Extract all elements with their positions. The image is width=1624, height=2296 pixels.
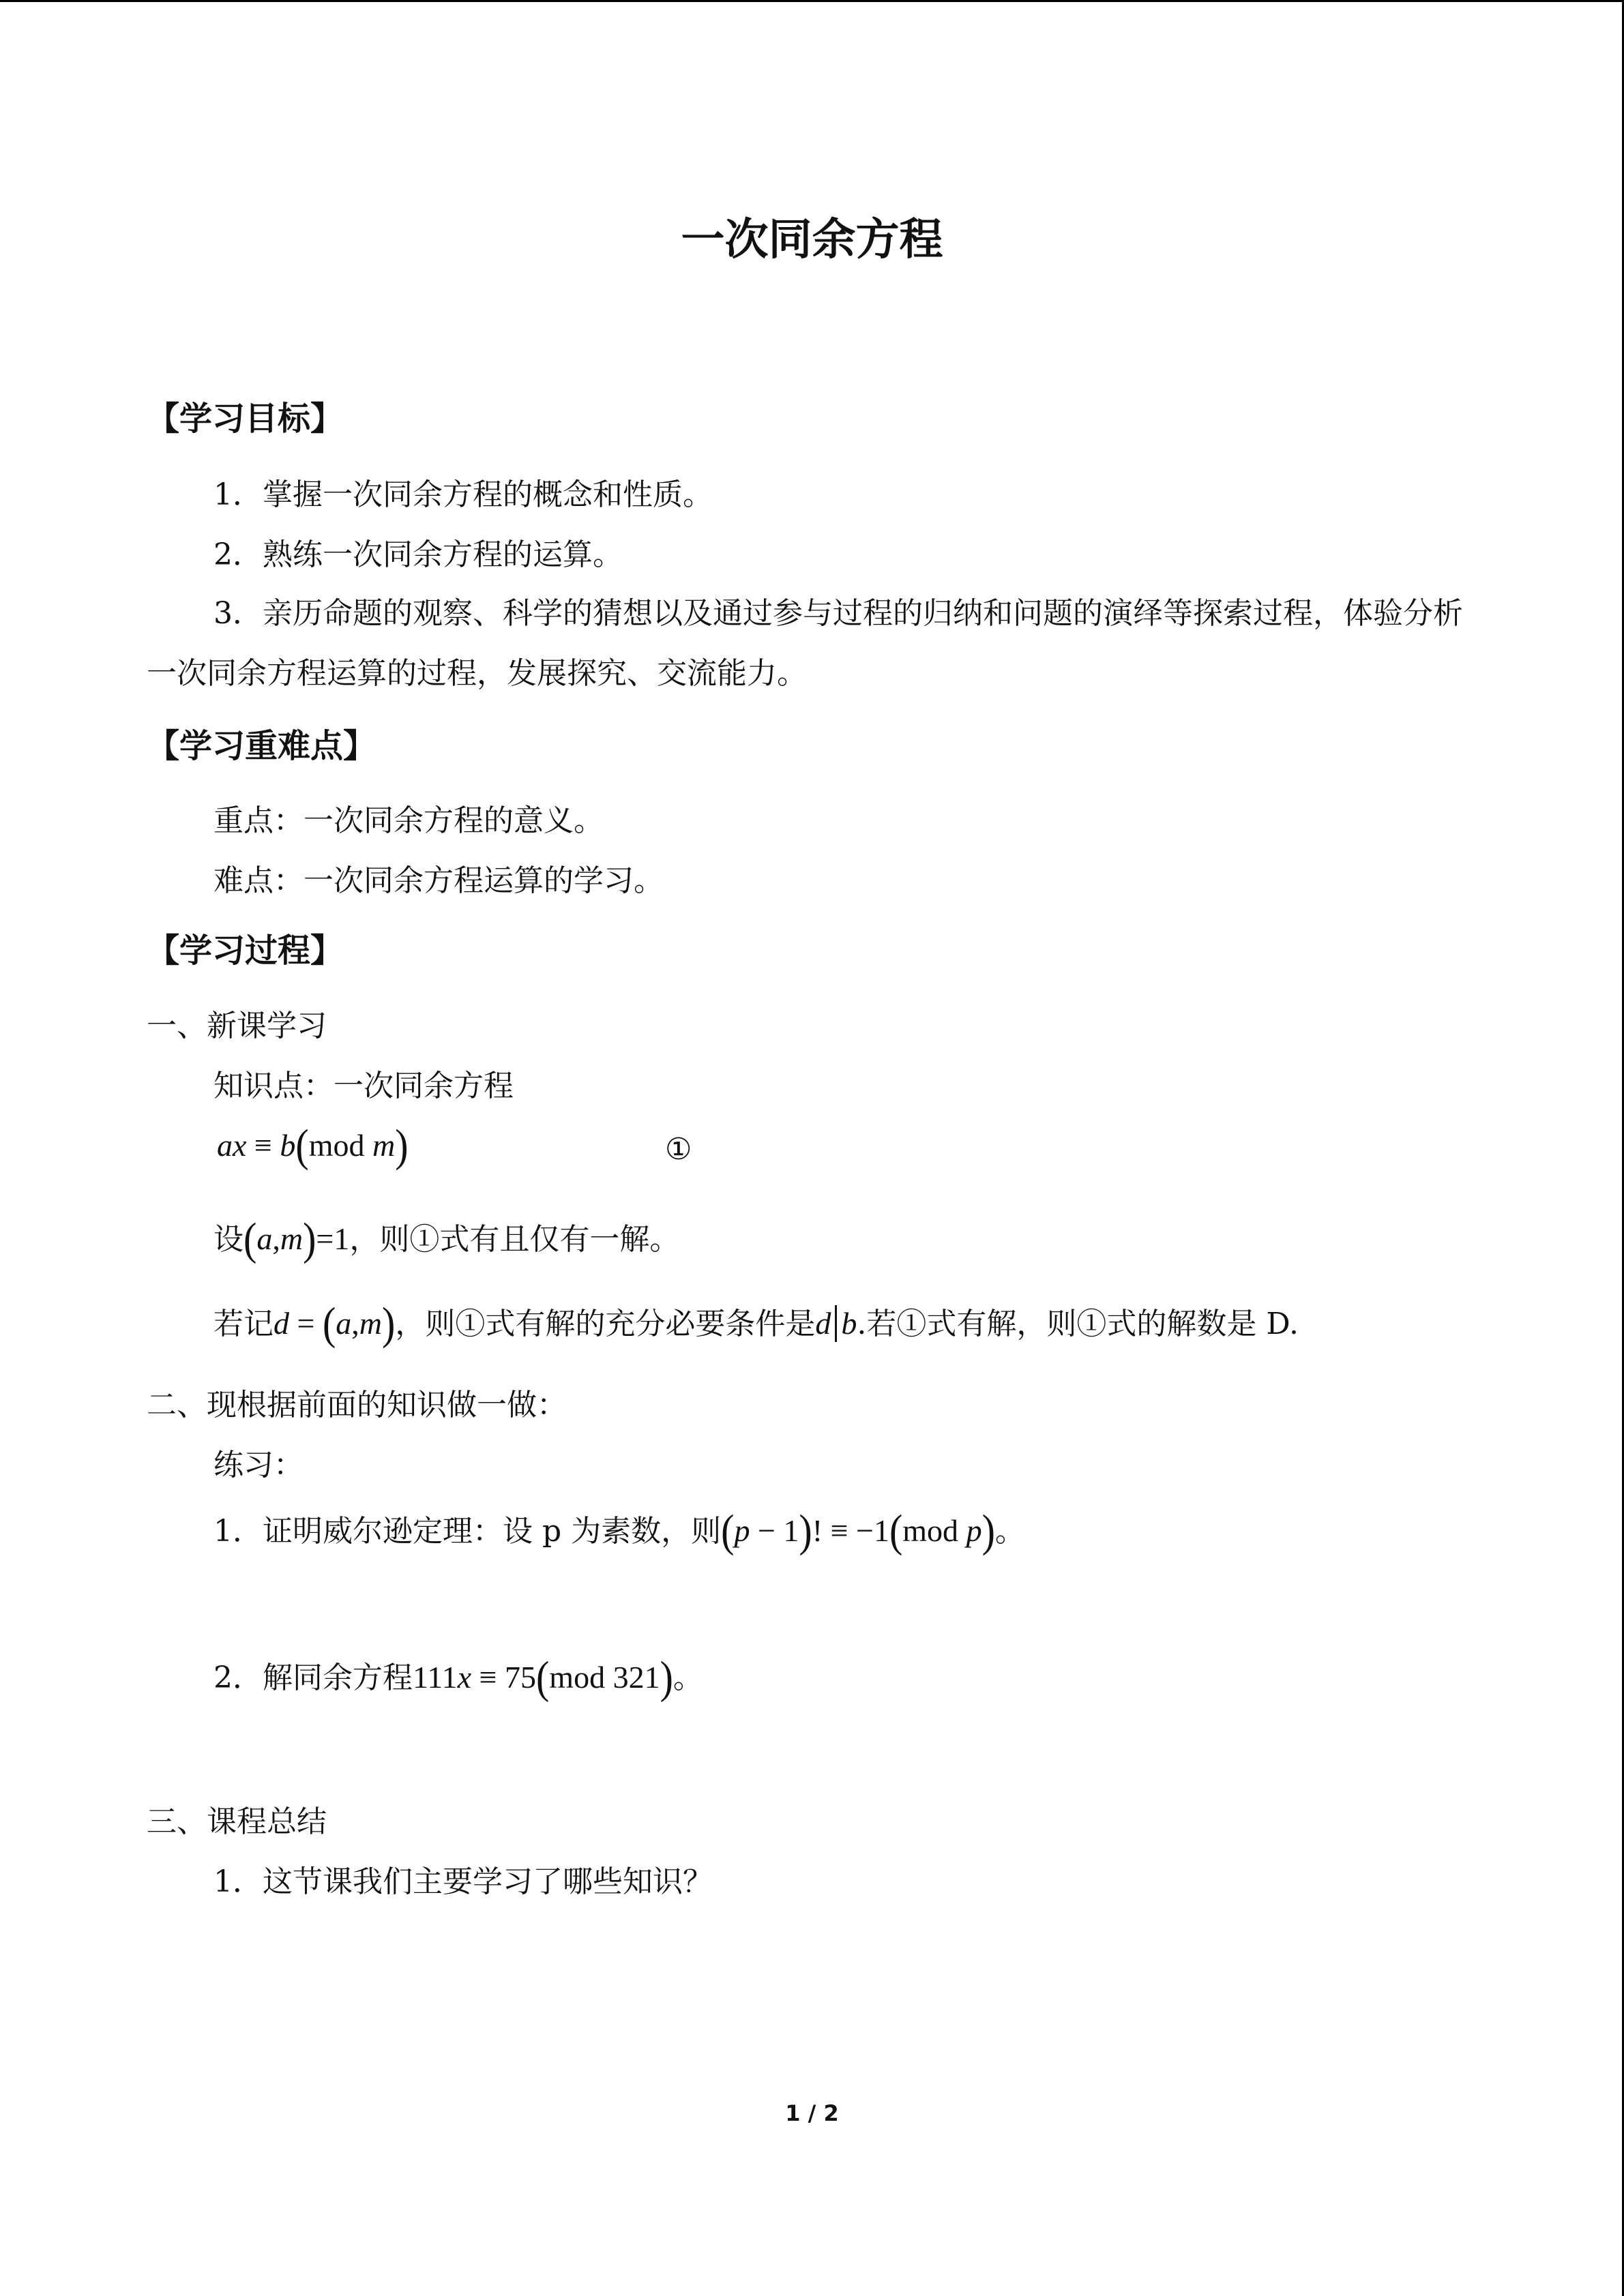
part3-heading: 三、课程总结 — [147, 1804, 327, 1839]
practice-label: 练习： — [213, 1448, 304, 1482]
process-heading: 【学习过程】 — [147, 931, 344, 970]
key-heading: 【学习重难点】 — [147, 727, 377, 765]
top-border — [0, 0, 1624, 2]
goal-2: 2．熟练一次同余方程的运算。 — [213, 537, 623, 572]
exercise-2: 2．解同余方程111x ≡ 75(mod 321)。 — [213, 1652, 703, 1703]
solvability-statement: 若记d = (a,m)，则①式有解的充分必要条件是d b.若①式有解，则①式的解数是 D. — [213, 1298, 1299, 1349]
coprime-statement: 设(a,m)=1，则①式有且仅有一解。 — [213, 1213, 680, 1264]
goal-3: 3．亲历命题的观察、科学的猜想以及通过参与过程的归纳和问题的演绎等探索过程，体验分析一次同余方程运算的过程，发展探究、交流能力。 — [147, 596, 1463, 691]
exercise-1: 1．证明威尔逊定理：设 p 为素数，则(p − 1)! ≡ −1(mod p)。 — [213, 1505, 1025, 1556]
equation-marker: ① — [665, 1132, 692, 1167]
key-point: 重点：一次同余方程的意义。 — [213, 803, 604, 838]
goal-1: 1．掌握一次同余方程的概念和性质。 — [213, 477, 713, 512]
goals-heading: 【学习目标】 — [147, 400, 344, 438]
page-title: 一次同余方程 — [681, 215, 943, 265]
page-number: 1 / 2 — [785, 2100, 839, 2126]
congruence-equation: ax ≡ b(mod m) — [217, 1120, 409, 1171]
part2-heading: 二、现根据前面的知识做一做： — [147, 1388, 567, 1422]
difficult-point: 难点：一次同余方程运算的学习。 — [213, 863, 664, 898]
part1-heading: 一、新课学习 — [147, 1009, 327, 1043]
summary-question-1: 1．这节课我们主要学习了哪些知识？ — [213, 1864, 713, 1899]
knowledge-point: 知识点：一次同余方程 — [213, 1069, 514, 1103]
